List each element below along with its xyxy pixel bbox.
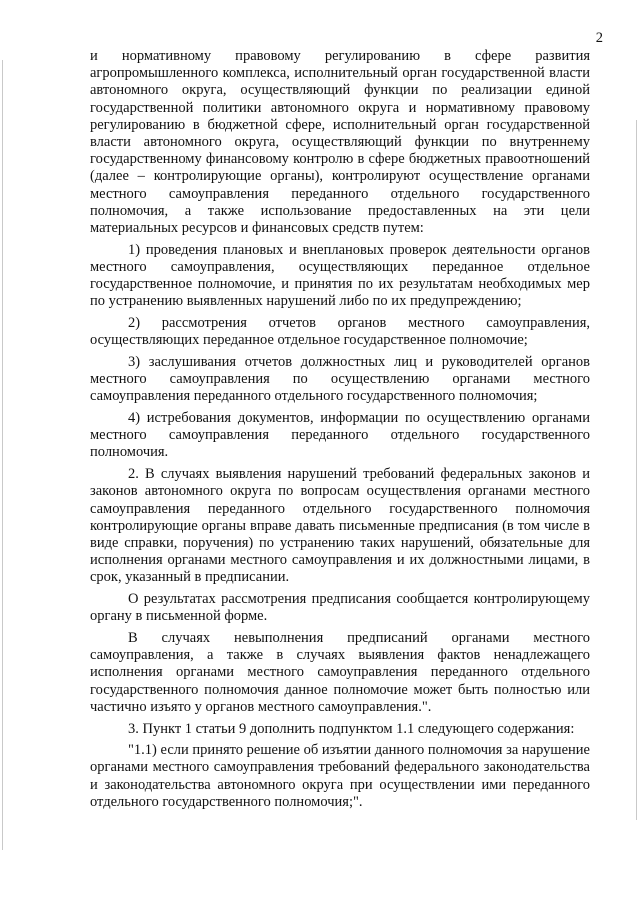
document-body <box>90 48 590 816</box>
paragraph-item-4: 4) истребования документов, информации по осуществлению органами местного самоуправления переданного отдельного государственного полномочия. <box>90 410 590 461</box>
paragraph-non-compliance: В случаях невыполнения предписаний органами местного самоуправления, а также в случаях выявления фактов ненадлежащего исполнения органами местного самоуправления переданного отдельного государственного полномочия данное полномочие может быть полностью или частично изъято у органов местного самоуправления.". <box>90 630 590 715</box>
paragraph-clause-2: 2. В случаях выявления нарушений требований федеральных законов и законов автономного округа по вопросам осуществления органами местного самоуправления переданного отдельного государственного полномочия контролирующие органы вправе давать письменные предписания (в том числе в виде справки, поручения) по устранению таких нарушений, обязательные для исполнения органами местного самоуправления и их должностными лицами, в срок, указанный в предписании. <box>90 466 590 586</box>
paragraph-item-2: 2) рассмотрения отчетов органов местного самоуправления, осуществляющих переданное отдельное государственное полномочие; <box>90 315 590 349</box>
paragraph-intro: и нормативному правовому регулированию в сфере развития агропромышленного комплекса, исполнительный орган государственной власти автономного округа, осуществляющий функции по реализации единой государственной политики автономного округа и нормативному правовому регулированию в бюджетной сфере, исполнительный орган государственной власти автономного округа, осуществляющий функции по внутреннему государственному финансовому контролю в сфере бюджетных правоотношений (далее – контролирующие органы), контролируют осуществление органами местного самоуправления переданного отдельного государственного полномочия, а также использование предоставленных на эти цели материальных ресурсов и финансовых средств путем: <box>90 48 590 237</box>
scan-edge-mark-right <box>636 120 637 820</box>
page-number: 2 <box>595 30 603 46</box>
paragraph-clause-3: 3. Пункт 1 статьи 9 дополнить подпунктом 1.1 следующего содержания: <box>128 720 575 737</box>
paragraph-report-result: О результатах рассмотрения предписания сообщается контролирующему органу в письменной форме. <box>90 591 590 625</box>
paragraph-item-3: 3) заслушивания отчетов должностных лиц и руководителей органов местного самоуправления по осуществлению органами местного самоуправления переданного отдельного государственного полномочия; <box>90 353 590 405</box>
paragraph-item-1: 1) проведения плановых и внеплановых проверок деятельности органов местного самоуправления, осуществляющих переданное отдельное государственное полномочие, и принятия по их результатам необходимых мер по устранению выявленных нарушений либо по их предупреждению; <box>90 241 590 310</box>
paragraph-subclause-1-1: "1.1) если принято решение об изъятии данного полномочия за нарушение органами местного самоуправления требований федерального законодательства и законодательства автономного округа при осуществлении ими переданного отдельного государственного полномочия;". <box>90 742 590 810</box>
scan-edge-mark-left <box>2 60 3 850</box>
